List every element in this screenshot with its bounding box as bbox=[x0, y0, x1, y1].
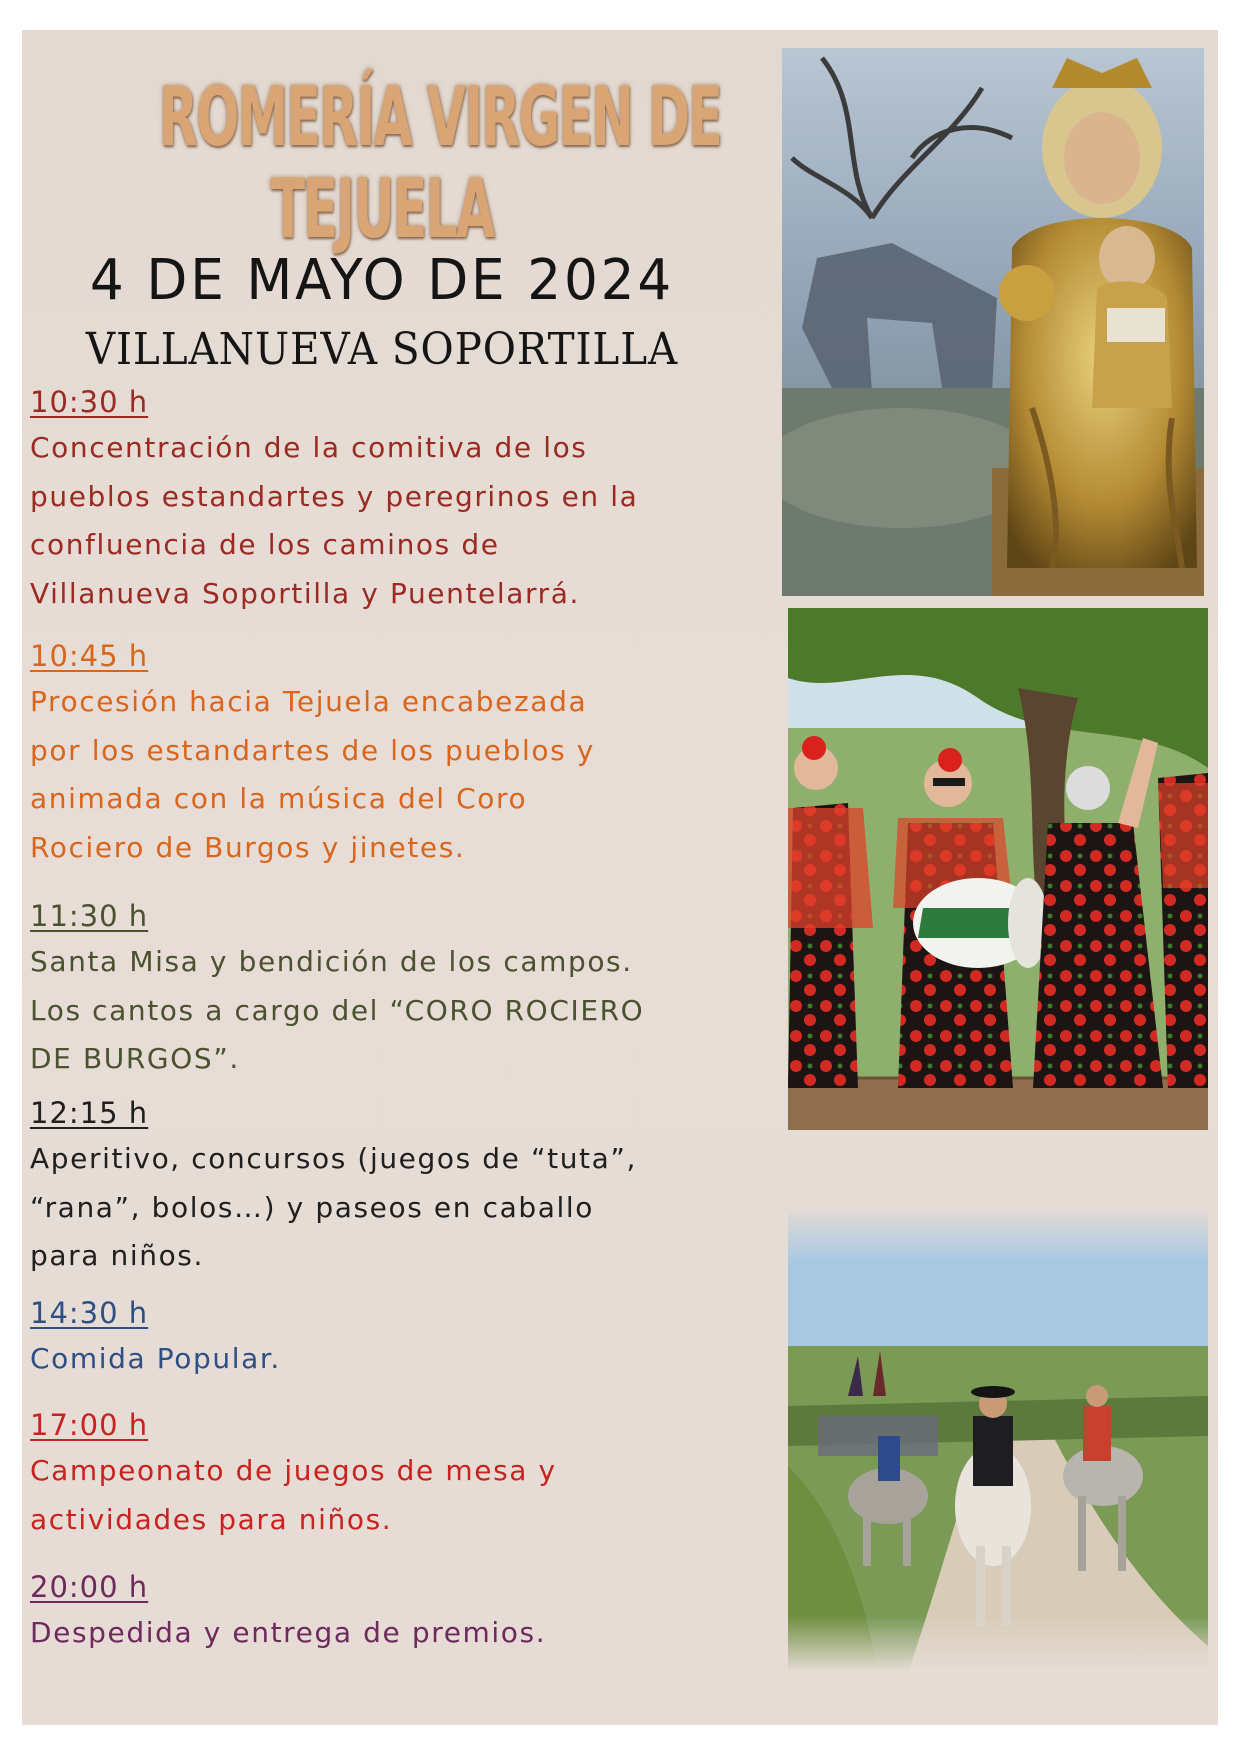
description-line: Campeonato de juegos de mesa y bbox=[30, 1454, 557, 1487]
schedule-time: 10:30 h bbox=[30, 385, 149, 419]
schedule-time: 20:00 h bbox=[30, 1570, 149, 1604]
schedule-item-1 bbox=[30, 382, 750, 618]
virgin-statue-photo bbox=[782, 48, 1204, 596]
description-line: para niños. bbox=[30, 1239, 204, 1272]
event-place: VILLANUEVA SOPORTILLA bbox=[85, 324, 679, 375]
schedule-description bbox=[30, 678, 750, 872]
description-line: Villanueva Soportilla y Puentelarrá. bbox=[30, 576, 580, 610]
schedule-time: 12:15 h bbox=[30, 1096, 149, 1130]
schedule-item-3 bbox=[30, 896, 750, 1084]
description-line: confluencia de los caminos de bbox=[30, 528, 500, 561]
schedule-description bbox=[30, 938, 750, 1084]
schedule-time: 10:45 h bbox=[30, 639, 149, 673]
schedule-item-5 bbox=[30, 1293, 750, 1384]
description-line: “rana”, bolos…) y paseos en caballo bbox=[30, 1190, 594, 1224]
description-line: Despedida y entrega de premios. bbox=[30, 1616, 547, 1649]
description-line: DE BURGOS”. bbox=[30, 1042, 240, 1075]
schedule-description bbox=[30, 1135, 750, 1281]
description-line: Aperitivo, concursos (juegos de “tuta”, bbox=[30, 1142, 637, 1175]
description-line: Procesión hacia Tejuela encabezada bbox=[30, 685, 588, 718]
schedule-item-4 bbox=[30, 1093, 750, 1281]
schedule-time: 17:00 h bbox=[30, 1408, 149, 1442]
description-line: pueblos estandartes y peregrinos en la bbox=[30, 479, 639, 513]
description-line: Concentración de la comitiva de los bbox=[30, 431, 588, 464]
description-line: Rociero de Burgos y jinetes. bbox=[30, 830, 466, 864]
dancers-photo bbox=[788, 608, 1208, 1130]
schedule-description bbox=[30, 424, 750, 618]
schedule-time: 14:30 h bbox=[30, 1296, 149, 1330]
schedule-item-6 bbox=[30, 1405, 750, 1544]
schedule-item-2 bbox=[30, 636, 750, 872]
schedule-description bbox=[30, 1609, 750, 1658]
schedule-description bbox=[30, 1335, 750, 1384]
schedule-item-7 bbox=[30, 1567, 750, 1658]
description-line: actividades para niños. bbox=[30, 1502, 393, 1536]
description-line: Los cantos a cargo del “CORO ROCIERO bbox=[30, 993, 645, 1027]
event-date: 4 DE MAYO DE 2024 bbox=[89, 248, 675, 313]
poster-title-line-1: ROMERÍA VIRGEN DE bbox=[158, 70, 722, 165]
description-line: animada con la música del Coro bbox=[30, 782, 528, 815]
description-line: Santa Misa y bendición de los campos. bbox=[30, 945, 633, 978]
poster-sheet bbox=[22, 30, 1218, 1725]
description-line: por los estandartes de los pueblos y bbox=[30, 733, 595, 767]
schedule-time: 11:30 h bbox=[30, 899, 149, 933]
schedule-description bbox=[30, 1447, 750, 1544]
horse-riders-photo bbox=[788, 1206, 1208, 1672]
description-line: Comida Popular. bbox=[30, 1342, 281, 1375]
poster-title-line-2: TEJUELA bbox=[270, 162, 494, 257]
